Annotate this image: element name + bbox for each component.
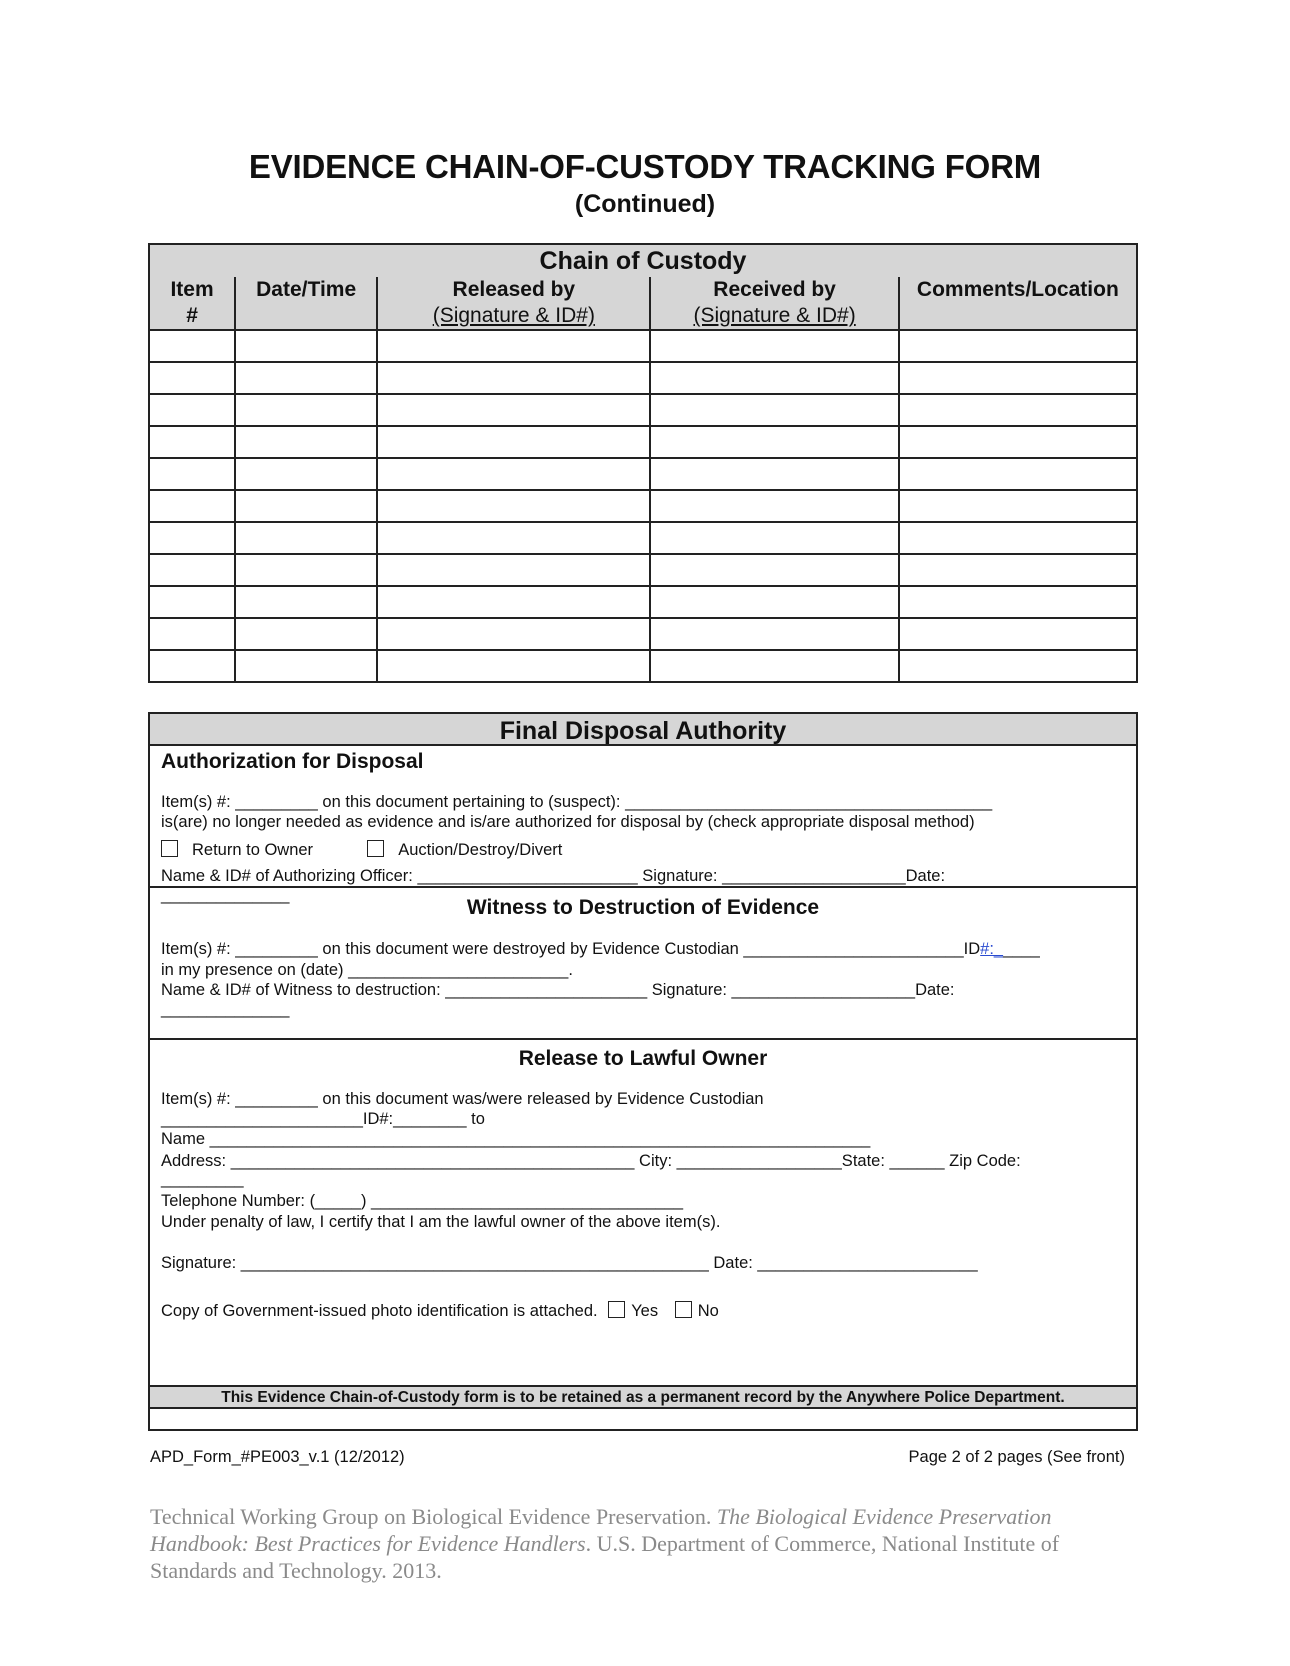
custody-row <box>149 330 1137 362</box>
released-by-cell[interactable] <box>377 458 650 490</box>
authorization-for-disposal <box>150 746 1136 904</box>
column-header-comments-location: Comments/Location <box>899 277 1137 330</box>
witness-items-line[interactable]: Item(s) #: _________ on this document were destroyed by Evidence Custodian ________________________ID#:_____ <box>161 940 1040 958</box>
received-by-cell[interactable] <box>650 490 898 522</box>
item-cell[interactable] <box>149 650 235 682</box>
chain-of-custody-table <box>148 243 1138 683</box>
released-by-cell[interactable] <box>377 618 650 650</box>
item-cell[interactable] <box>149 362 235 394</box>
released-by-cell[interactable] <box>377 362 650 394</box>
witness-heading: Witness to Destruction of Evidence <box>466 896 820 919</box>
item-cell[interactable] <box>149 458 235 490</box>
received-by-cell[interactable] <box>650 650 898 682</box>
released-by-cell[interactable] <box>377 522 650 554</box>
photo-id-label: Copy of Government-issued photo identification is attached. <box>161 1302 598 1320</box>
custody-row <box>149 522 1137 554</box>
final-disposal-banner: Final Disposal Authority <box>150 714 1136 746</box>
custody-row <box>149 618 1137 650</box>
released-by-cell[interactable] <box>377 586 650 618</box>
return-to-owner-checkbox[interactable] <box>161 840 178 857</box>
authorizing-date-blank[interactable]: ______________ <box>161 886 290 904</box>
comments-cell[interactable] <box>899 490 1137 522</box>
page-indicator: Page 2 of 2 pages (See front) <box>908 1448 1125 1466</box>
released-by-cell[interactable] <box>377 650 650 682</box>
comments-cell[interactable] <box>899 426 1137 458</box>
form-id: APD_Form_#PE003_v.1 (12/2012) <box>150 1448 405 1466</box>
final-disposal-section <box>148 712 1138 1431</box>
item-cell[interactable] <box>149 330 235 362</box>
custody-row <box>149 394 1137 426</box>
photo-id-line <box>161 1301 719 1321</box>
released-by-cell[interactable] <box>377 394 650 426</box>
released-by-cell[interactable] <box>377 490 650 522</box>
datetime-cell[interactable] <box>235 362 377 394</box>
item-cell[interactable] <box>149 490 235 522</box>
authorizing-officer-line[interactable]: Name & ID# of Authorizing Officer: ________________________ Signature: ____________________Date: <box>161 867 946 885</box>
custody-row <box>149 426 1137 458</box>
comments-cell[interactable] <box>899 650 1137 682</box>
datetime-cell[interactable] <box>235 490 377 522</box>
release-telephone-line[interactable]: Telephone Number: (_____) __________________________________ <box>161 1192 684 1210</box>
received-by-cell[interactable] <box>650 330 898 362</box>
photo-id-yes-label: Yes <box>631 1302 659 1320</box>
release-signature-line[interactable]: Signature: ___________________________________________________ Date: ________________________ <box>161 1254 978 1272</box>
item-cell[interactable] <box>149 394 235 426</box>
column-header-datetime: Date/Time <box>235 277 377 330</box>
received-by-cell[interactable] <box>650 426 898 458</box>
comments-cell[interactable] <box>899 522 1137 554</box>
citation-title: The Biological Evidence Preservation Handbook: Best Practices for Evidence Handlers <box>150 1504 1052 1556</box>
custody-row <box>149 362 1137 394</box>
release-zip-blank[interactable]: _________ <box>161 1170 244 1188</box>
comments-cell[interactable] <box>899 394 1137 426</box>
datetime-cell[interactable] <box>235 554 377 586</box>
return-to-owner-label: Return to Owner <box>192 841 314 859</box>
release-certification: Under penalty of law, I certify that I am the lawful owner of the above item(s). <box>161 1213 721 1231</box>
release-heading: Release to Lawful Owner <box>518 1047 768 1070</box>
datetime-cell[interactable] <box>235 586 377 618</box>
custody-row <box>149 554 1137 586</box>
item-cell[interactable] <box>149 426 235 458</box>
custody-row <box>149 458 1137 490</box>
release-name-line[interactable]: Name ________________________________________________________________________ <box>161 1130 871 1148</box>
release-to-lawful-owner <box>150 1040 1136 1385</box>
item-cell[interactable] <box>149 522 235 554</box>
auth-items-line[interactable]: Item(s) #: _________ on this document pertaining to (suspect): ________________________________________ <box>161 793 993 811</box>
datetime-cell[interactable] <box>235 522 377 554</box>
citation: Technical Working Group on Biological Evidence Preservation. The Biological Evidence Preservation Handbook: Best Practices for Evidence Handlers. U.S. Department of Commerce, National Institute of Standards and Technology. 2013. <box>150 1504 1060 1583</box>
released-by-cell[interactable] <box>377 554 650 586</box>
column-header-released-by: Released by (Signature & ID#) <box>377 277 650 330</box>
comments-cell[interactable] <box>899 618 1137 650</box>
release-address-line[interactable]: Address: ____________________________________________ City: __________________State: ______ Zip Code: <box>161 1152 1021 1170</box>
datetime-cell[interactable] <box>235 394 377 426</box>
received-by-cell[interactable] <box>650 554 898 586</box>
received-by-cell[interactable] <box>650 362 898 394</box>
witness-date-line[interactable]: in my presence on (date) ________________________. <box>161 961 573 979</box>
chain-of-custody-banner: Chain of Custody <box>149 244 1137 277</box>
disposal-options <box>161 840 562 860</box>
witness-name-line[interactable]: Name & ID# of Witness to destruction: ______________________ Signature: ____________________Date: <box>161 981 955 999</box>
authorization-heading: Authorization for Disposal <box>161 750 424 773</box>
photo-id-yes-checkbox[interactable] <box>608 1301 625 1318</box>
received-by-cell[interactable] <box>650 394 898 426</box>
comments-cell[interactable] <box>899 458 1137 490</box>
release-custodian-line[interactable]: ______________________ID#:________ to <box>161 1110 485 1128</box>
datetime-cell[interactable] <box>235 330 377 362</box>
witness-date-blank[interactable]: ______________ <box>161 1000 290 1018</box>
photo-id-no-checkbox[interactable] <box>675 1301 692 1318</box>
photo-id-no-label: No <box>697 1302 719 1320</box>
released-by-cell[interactable] <box>377 426 650 458</box>
witness-to-destruction <box>150 888 1136 1040</box>
column-header-received-by: Received by (Signature & ID#) <box>650 277 898 330</box>
custody-row <box>149 490 1137 522</box>
item-cell[interactable] <box>149 618 235 650</box>
custody-row <box>149 586 1137 618</box>
comments-cell[interactable] <box>899 586 1137 618</box>
id-link[interactable]: #:_ <box>980 940 1004 958</box>
received-by-cell[interactable] <box>650 586 898 618</box>
datetime-cell[interactable] <box>235 426 377 458</box>
retention-notice: This Evidence Chain-of-Custody form is to be retained as a permanent record by the Anywhere Police Department. <box>150 1385 1136 1409</box>
column-header-item: Item # <box>149 277 235 330</box>
received-by-cell[interactable] <box>650 618 898 650</box>
received-by-cell[interactable] <box>650 458 898 490</box>
custody-row <box>149 650 1137 682</box>
comments-cell[interactable] <box>899 554 1137 586</box>
auction-destroy-divert-label: Auction/Destroy/Divert <box>398 841 563 859</box>
item-cell[interactable] <box>149 586 235 618</box>
release-items-line[interactable]: Item(s) #: _________ on this document was/were released by Evidence Custodian <box>161 1090 764 1108</box>
received-by-cell[interactable] <box>650 522 898 554</box>
auth-statement: is(are) no longer needed as evidence and is/are authorized for disposal by (check appropriate disposal method) <box>161 813 975 831</box>
datetime-cell[interactable] <box>235 650 377 682</box>
form-title: EVIDENCE CHAIN-OF-CUSTODY TRACKING FORM <box>248 148 1042 185</box>
released-by-cell[interactable] <box>377 330 650 362</box>
auction-destroy-divert-checkbox[interactable] <box>367 840 384 857</box>
datetime-cell[interactable] <box>235 458 377 490</box>
form-subtitle: (Continued) <box>574 190 716 218</box>
datetime-cell[interactable] <box>235 618 377 650</box>
comments-cell[interactable] <box>899 330 1137 362</box>
item-cell[interactable] <box>149 554 235 586</box>
comments-cell[interactable] <box>899 362 1137 394</box>
